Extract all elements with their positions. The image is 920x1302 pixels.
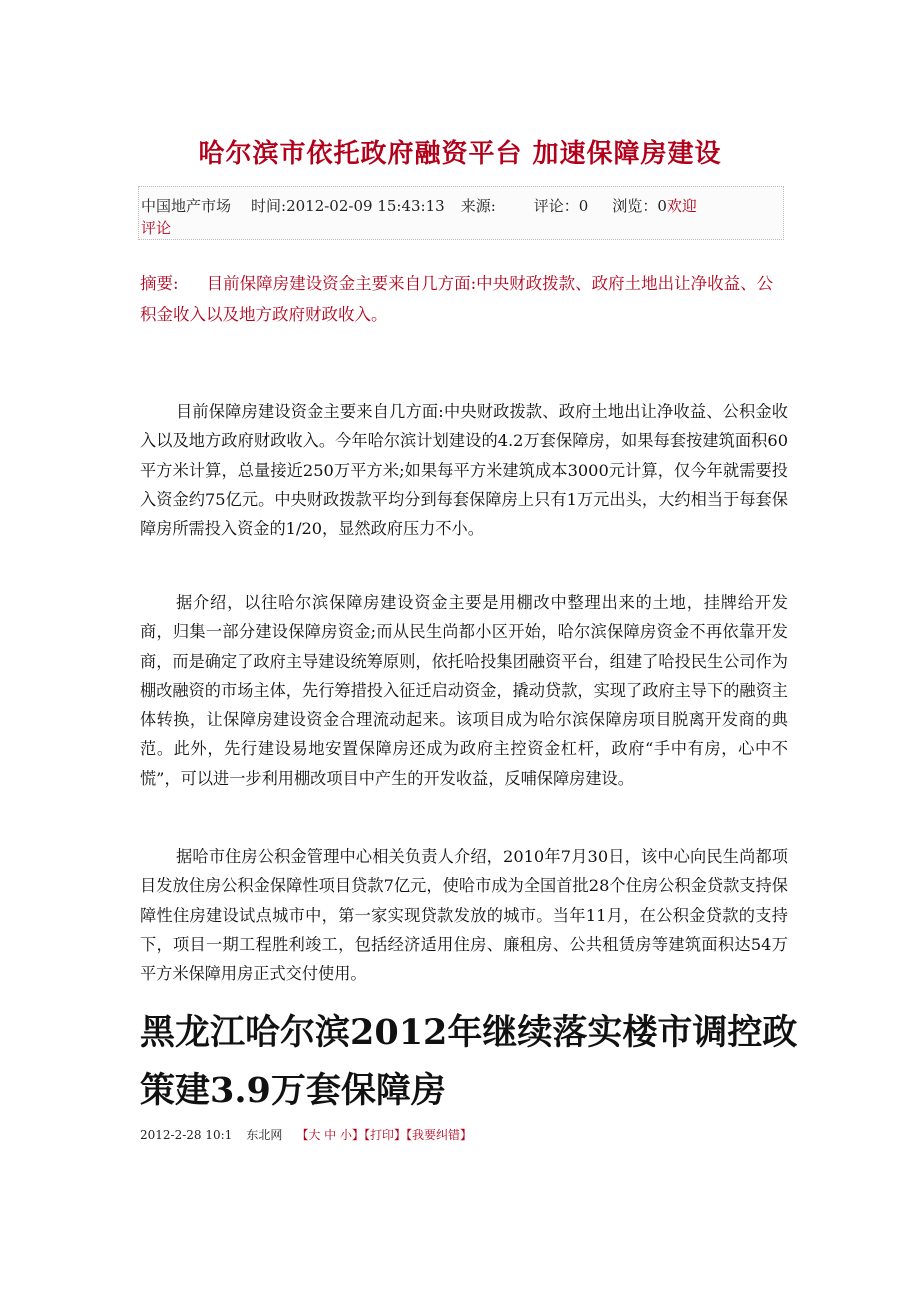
summary-label: 摘要: [140, 274, 179, 293]
article-title: 哈尔滨市依托政府融资平台 加速保障房建设 [198, 139, 722, 169]
second-article-headline: 黑龙江哈尔滨2012年继续落实楼市调控政策建3.9万套保障房 [140, 1012, 798, 1111]
byline-links[interactable]: 【大 中 小】【打印】【我要纠错】 [296, 1128, 472, 1142]
body-paragraph-3: 据哈市住房公积金管理中心相关负责人介绍，2010年7月30日，该中心向民生尚都项目发放住房公积金保障性项目贷款7亿元，使哈市成为全国首批28个住房公积金贷款支持保障性住房建设试点城市中，第一家实现贷款发放的城市。当年11月，在公积金贷款的支持下，项目一期工程胜利竣工，包括经济适用住房、廉租房、公共租赁房等建筑面积达54万平方米保障用房正式交付使用。 [140, 847, 788, 984]
comment-link[interactable]: 评论 [141, 219, 172, 237]
body-paragraph-1: 目前保障房建设资金主要来自几方面:中央财政拨款、政府土地出让净收益、公积金收入以及地方政府财政收入。今年哈尔滨计划建设的4.2万套保障房，如果每套按建筑面积60平方米计算，总量接近250万平方米;如果每平方米建筑成本3000元计算，仅今年就需要投入资金约75亿元。中央财政拨款平均分到每套保障房上只有1万元出头，大约相当于每套保障房所需投入资金的1/20，显然政府压力不小。 [140, 402, 788, 539]
meta-comments: 评论：0 [533, 197, 589, 215]
meta-views: 浏览：0 [612, 197, 667, 215]
welcome-comment-link[interactable]: 欢迎 [666, 197, 697, 215]
article-summary [140, 268, 785, 330]
meta-source: 中国地产市场 [141, 197, 232, 215]
second-article-byline [140, 1126, 472, 1143]
summary-text: 目前保障房建设资金主要来自几方面:中央财政拨款、政府土地出让净收益、公积金收入以及地方政府财政收入。 [140, 274, 774, 324]
byline-date: 2012-2-28 10:1 [140, 1128, 233, 1142]
meta-time: 时间:2012-02-09 15:43:13 [251, 197, 445, 215]
article-meta-bar [138, 186, 784, 240]
byline-source: 东北网 [246, 1128, 283, 1142]
body-paragraph-2: 据介绍，以往哈尔滨保障房建设资金主要是用棚改中整理出来的土地，挂牌给开发商，归集一部分建设保障房资金;而从民生尚都小区开始，哈尔滨保障房资金不再依靠开发商，而是确定了政府主导建设统筹原则，依托哈投集团融资平台，组建了哈投民生公司作为棚改融资的市场主体，先行筹措投入征迁启动资金，撬动贷款，实现了政府主导下的融资主体转换，让保障房建设资金合理流动起来。该项目成为哈尔滨保障房项目脱离开发商的典范。此外，先行建设易地安置保障房还成为政府主控资金杠杆，政府“手中有房，心中不慌”，可以进一步利用棚改项目中产生的开发收益，反哺保障房建设。 [140, 593, 788, 788]
meta-origin: 来源: [460, 197, 496, 215]
